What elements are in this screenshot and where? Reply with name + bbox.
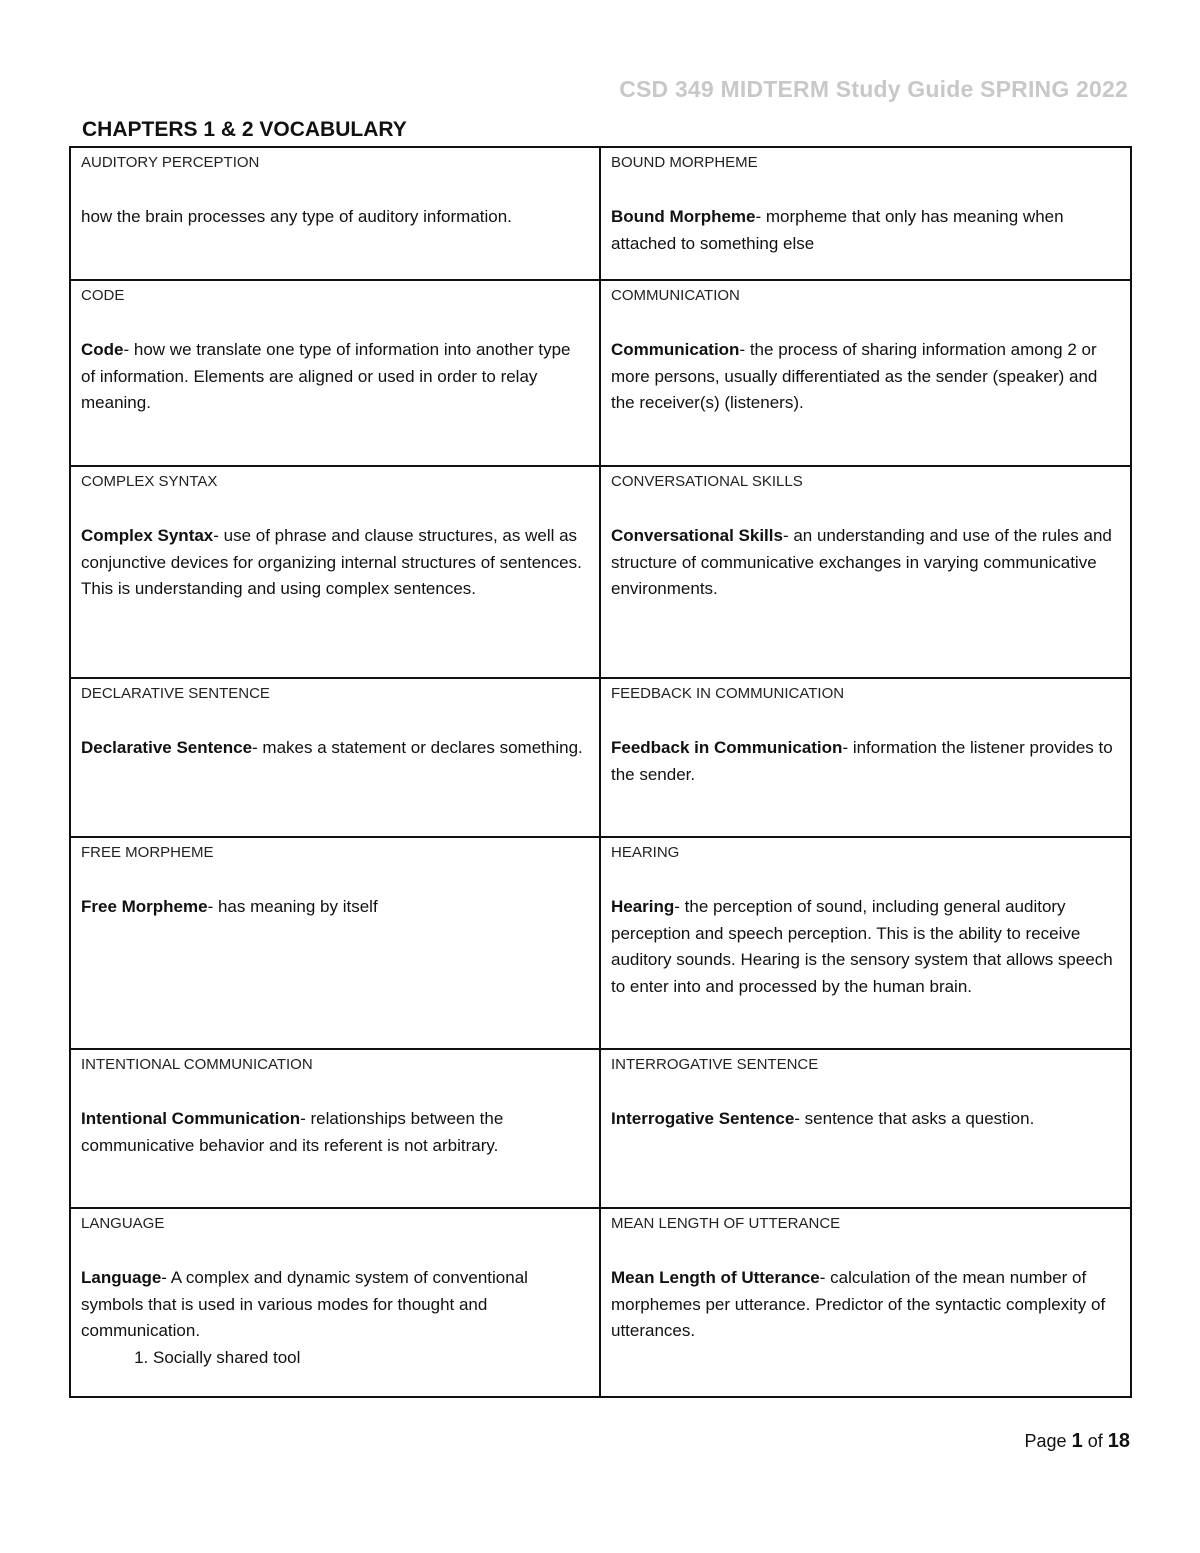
term-heading: INTERROGATIVE SENTENCE — [611, 1056, 819, 1073]
vocabulary-table — [69, 146, 1132, 1398]
term-definition — [611, 1265, 1120, 1345]
definition-text: - sentence that asks a question. — [794, 1109, 1035, 1128]
definition-text: - calculation of the mean number of morphemes per utterance. Predictor of the syntactic complexity of utterances. — [611, 1268, 1106, 1340]
vocab-cell-bound-morpheme — [600, 147, 1131, 280]
term-bold-name: Free Morpheme — [81, 897, 208, 916]
term-definition — [611, 523, 1120, 603]
term-heading: FEEDBACK IN COMMUNICATION — [611, 685, 845, 702]
term-heading: COMPLEX SYNTAX — [81, 473, 218, 490]
total-pages-number: 18 — [1107, 1430, 1130, 1452]
term-bold-name: Hearing — [611, 897, 675, 916]
term-bold-name: Bound Morpheme — [611, 207, 756, 226]
term-bold-name: Interrogative Sentence — [611, 1109, 795, 1128]
term-definition — [81, 1265, 589, 1345]
definition-text: - morpheme that only has meaning when attached to something else — [611, 207, 1064, 253]
definition-text: - use of phrase and clause structures, as well as conjunctive devices for organizing internal structures of sentences. This is understanding and using complex sentences. — [81, 526, 582, 598]
document-header-title: CSD 349 MIDTERM Study Guide SPRING 2022 — [619, 76, 1128, 102]
definition-text: how the brain processes any type of auditory information. — [81, 207, 512, 226]
term-heading: MEAN LENGTH OF UTTERANCE — [611, 1215, 841, 1232]
term-heading: DECLARATIVE SENTENCE — [81, 685, 270, 702]
definition-text: - has meaning by itself — [207, 897, 378, 916]
table-row — [70, 1208, 1131, 1397]
term-heading: CODE — [81, 287, 125, 304]
table-row — [70, 466, 1131, 678]
term-bold-name: Code — [81, 340, 124, 359]
definition-text: - the process of sharing information among 2 or more persons, usually differentiated as the sender (speaker) and the receiver(s) (listeners). — [611, 340, 1098, 412]
term-definition — [611, 337, 1120, 417]
table-row — [70, 280, 1131, 466]
term-bold-name: Complex Syntax — [81, 526, 214, 545]
table-row — [70, 1049, 1131, 1208]
of-label: of — [1087, 1431, 1103, 1451]
vocab-cell-intentional-communication — [70, 1049, 600, 1208]
term-definition — [81, 523, 589, 603]
vocab-cell-auditory-perception — [70, 147, 600, 280]
term-bold-name: Language — [81, 1268, 162, 1287]
term-definition — [611, 894, 1120, 1000]
term-bold-name: Intentional Communication — [81, 1109, 301, 1128]
vocab-cell-complex-syntax — [70, 466, 600, 678]
vocab-cell-feedback-in-communication — [600, 678, 1131, 837]
definition-text: - A complex and dynamic system of conventional symbols that is used in various modes for thought and communication. — [81, 1268, 528, 1340]
vocab-cell-communication — [600, 280, 1131, 466]
term-heading: HEARING — [611, 844, 680, 861]
term-definition — [611, 204, 1120, 257]
definition-text: - information the listener provides to the sender. — [611, 738, 1113, 784]
vocab-cell-conversational-skills — [600, 466, 1131, 678]
table-row — [70, 837, 1131, 1049]
term-bold-name: Communication — [611, 340, 740, 359]
vocab-cell-declarative-sentence — [70, 678, 600, 837]
vocab-cell-hearing — [600, 837, 1131, 1049]
vocab-cell-language — [70, 1208, 600, 1397]
table-row — [70, 678, 1131, 837]
term-definition — [81, 894, 589, 921]
term-definition — [611, 1106, 1120, 1133]
term-heading: LANGUAGE — [81, 1215, 165, 1232]
definition-text: - an understanding and use of the rules and structure of communicative exchanges in varying communicative environments. — [611, 526, 1112, 598]
term-heading: CONVERSATIONAL SKILLS — [611, 473, 803, 490]
term-heading: FREE MORPHEME — [81, 844, 214, 861]
term-heading: BOUND MORPHEME — [611, 154, 758, 171]
list-item: 1. Socially shared tool — [153, 1345, 589, 1372]
vocab-cell-free-morpheme — [70, 837, 600, 1049]
definition-text: - relationships between the communicative behavior and its referent is not arbitrary. — [81, 1109, 504, 1155]
term-heading: INTENTIONAL COMMUNICATION — [81, 1056, 313, 1073]
page-label: Page — [1024, 1431, 1067, 1451]
table-row — [70, 147, 1131, 280]
section-title: CHAPTERS 1 & 2 VOCABULARY — [82, 118, 407, 141]
definition-sub-list — [81, 1345, 589, 1372]
term-bold-name: Feedback in Communication — [611, 738, 843, 757]
term-definition — [81, 337, 589, 417]
definition-text: - the perception of sound, including general auditory perception and speech perception. This is the ability to receive auditory sounds. Hearing is the sensory system that allows speech to enter into and processed by the human brain. — [611, 897, 1113, 996]
term-heading: COMMUNICATION — [611, 287, 740, 304]
term-definition — [611, 735, 1120, 788]
current-page-number: 1 — [1071, 1430, 1083, 1452]
term-definition — [81, 1106, 589, 1159]
term-bold-name: Declarative Sentence — [81, 738, 253, 757]
definition-text: - makes a statement or declares something. — [252, 738, 583, 757]
term-bold-name: Mean Length of Utterance — [611, 1268, 820, 1287]
definition-text: - how we translate one type of information into another type of information. Elements are aligned or used in order to relay meaning. — [81, 340, 571, 412]
page-number-footer — [1025, 1430, 1130, 1453]
vocab-cell-code — [70, 280, 600, 466]
term-definition — [81, 735, 589, 762]
vocab-cell-mean-length-of-utterance — [600, 1208, 1131, 1397]
term-definition — [81, 204, 589, 231]
vocab-cell-interrogative-sentence — [600, 1049, 1131, 1208]
term-heading: AUDITORY PERCEPTION — [81, 154, 260, 171]
term-bold-name: Conversational Skills — [611, 526, 783, 545]
